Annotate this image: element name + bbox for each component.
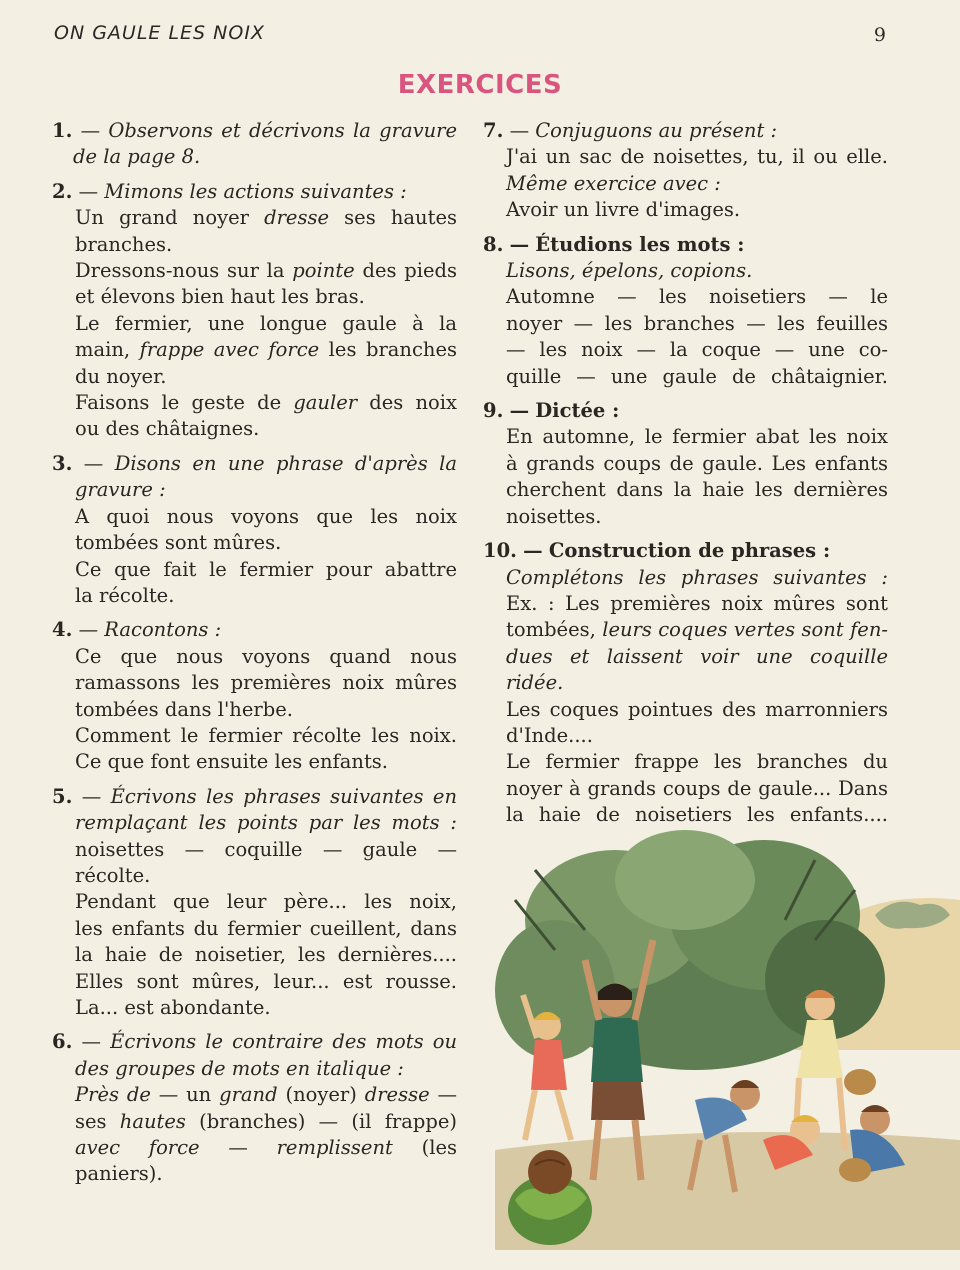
- text-line: tombées sont mûres.: [75, 531, 282, 555]
- exercise-number: 1.: [52, 119, 73, 142]
- exercise-body: [483, 258, 888, 390]
- text-line: Le fermier, une longue gaule à la: [75, 311, 457, 335]
- text-line: Ce que font ensuite les enfants.: [75, 750, 388, 774]
- exercise-body: [52, 644, 457, 776]
- exercise-number: 4.: [52, 618, 73, 642]
- text-line: cherchent dans la haie les dernières: [506, 478, 888, 502]
- text-line: tombées dans l'herbe.: [75, 697, 293, 721]
- exercise-title: des groupes de mots en italique :: [75, 1056, 404, 1080]
- exercise-number: 2.: [52, 179, 73, 203]
- text-line: Près de — un grand (noyer) dresse —: [75, 1083, 457, 1107]
- text-line: La... est abondante.: [75, 996, 271, 1019]
- exercise-1: [52, 118, 457, 171]
- exercise-number: 5.: [52, 784, 73, 808]
- exercise-number: 6.: [52, 1030, 73, 1054]
- text-line: Ce que fait le fermier pour abattre: [75, 557, 457, 581]
- text-line: Faisons le geste de gauler des noix: [75, 391, 457, 415]
- exercise-title: Conjuguons au présent :: [535, 119, 778, 142]
- dash: —: [83, 451, 104, 475]
- dash: —: [509, 119, 530, 142]
- text-line: tombées, leurs coques vertes sont fen-: [506, 618, 888, 642]
- dash: —: [509, 399, 530, 423]
- text-line: Ex. : Les premières noix mûres sont: [506, 591, 888, 615]
- text-line: J'ai un sac de noisettes, tu, il ou elle.: [506, 145, 888, 169]
- children-gathering-nuts-illustration: [495, 820, 960, 1250]
- exercise-title: Disons en une phrase d'après la: [114, 451, 458, 475]
- text-line: Lisons, épelons, copions.: [506, 259, 753, 283]
- text-line: Les coques pointues des marronniers: [506, 697, 888, 721]
- text-line: noyer — les branches — les feuilles: [506, 311, 888, 335]
- exercise-10: [483, 538, 888, 828]
- text-line: la haie de noisetier, les dernières....: [75, 943, 457, 967]
- text-line: Un grand noyer dresse ses hautes: [75, 206, 457, 230]
- text-line: Le fermier frappe les branches du: [506, 750, 888, 774]
- dash: —: [78, 179, 99, 203]
- exercise-title: Écrivons les phrases suivantes en: [110, 784, 458, 808]
- text-line: la récolte.: [75, 583, 175, 607]
- exercise-title: Observons et décrivons la gravure: [108, 119, 458, 142]
- left-column: [52, 118, 457, 1196]
- exercise-body: [483, 565, 888, 829]
- text-line: récolte.: [75, 863, 151, 887]
- exercise-title: Dictée :: [535, 399, 620, 423]
- text-line: En automne, le fermier abat les noix: [506, 425, 888, 449]
- exercise-5: [52, 784, 457, 1022]
- exercise-3: [52, 451, 457, 609]
- section-title: EXERCICES: [397, 70, 563, 100]
- exercise-body: [483, 424, 888, 530]
- text-line: à grands coups de gaule. Les enfants: [506, 451, 888, 475]
- text-line: ses hautes (branches) — (il frappe): [75, 1109, 457, 1133]
- exercise-4: [52, 617, 457, 775]
- text-line: quille — une gaule de châtaignier.: [506, 364, 888, 388]
- text-line: Dressons-nous sur la pointe des pieds: [75, 259, 457, 283]
- text-line: Elles sont mûres, leur... est rousse.: [75, 969, 457, 993]
- text-line: ramassons les premières noix mûres: [75, 671, 457, 695]
- exercise-number: 8.: [483, 232, 504, 256]
- text-line: Ce que nous voyons quand nous: [75, 644, 457, 668]
- exercise-body: [52, 205, 457, 443]
- exercise-body: [52, 1056, 457, 1188]
- text-line: dues et laissent voir une coquille ridée.: [506, 644, 888, 695]
- dash: —: [78, 618, 99, 642]
- exercise-number: 9.: [483, 399, 504, 423]
- text-line: branches.: [75, 232, 173, 256]
- exercise-7: [483, 118, 888, 224]
- text-line: noyer à grands coups de gaule... Dans: [506, 776, 888, 800]
- dash: —: [81, 784, 102, 808]
- page-number: 9: [873, 24, 886, 46]
- exercise-title: Construction de phrases :: [548, 539, 831, 563]
- exercise-8: [483, 232, 888, 390]
- exercise-9: [483, 398, 888, 530]
- exercise-body: [483, 144, 888, 223]
- text-line: Complétons les phrases suivantes :: [506, 565, 888, 589]
- text-line: main, frappe avec force les branches: [75, 338, 457, 362]
- right-column: [483, 118, 888, 837]
- exercise-title: remplaçant les points par les mots :: [75, 811, 457, 835]
- exercise-2: [52, 179, 457, 443]
- exercise-title: Racontons :: [104, 618, 222, 642]
- text-line: la haie de noisetiers les enfants....: [506, 803, 888, 827]
- text-line: ou des châtaignes.: [75, 417, 260, 441]
- exercise-number: 7.: [483, 119, 504, 142]
- text-line: d'Inde....: [506, 723, 593, 747]
- text-line: du noyer.: [75, 364, 167, 388]
- text-line: Automne — les noisetiers — le: [506, 285, 888, 309]
- exercise-body: [52, 477, 457, 609]
- text-line: et élevons bien haut les bras.: [75, 285, 365, 309]
- text-line: — les noix — la coque — une co-: [506, 338, 888, 362]
- text-line: Même exercice avec :: [506, 171, 721, 195]
- exercise-number: 3.: [52, 451, 73, 475]
- dash: —: [523, 539, 543, 563]
- exercise-title: gravure :: [75, 478, 166, 502]
- text-line: A quoi nous voyons que les noix: [75, 504, 457, 528]
- text-line: Comment le fermier récolte les noix.: [75, 723, 457, 747]
- exercise-title: Étudions les mots :: [535, 232, 745, 256]
- text-line: avec force — remplissent (les paniers).: [75, 1136, 457, 1186]
- running-head: ON GAULE LES NOIX: [54, 22, 265, 44]
- exercise-number: 10.: [483, 539, 517, 563]
- exercise-6: [52, 1029, 457, 1187]
- exercise-title: de la page 8.: [73, 145, 201, 169]
- text-line: les enfants du fermier cueillent, dans: [75, 916, 457, 940]
- exercise-body: [52, 810, 457, 1021]
- dash: —: [80, 119, 101, 142]
- dash: —: [509, 232, 530, 256]
- text-line: noisettes.: [506, 504, 602, 528]
- exercise-title: Mimons les actions suivantes :: [104, 179, 407, 203]
- dash: —: [81, 1030, 101, 1054]
- text-line: noisettes — coquille — gaule —: [75, 837, 457, 861]
- text-line: Avoir un livre d'images.: [506, 198, 741, 222]
- exercise-title: Écrivons le contraire des mots ou: [110, 1030, 458, 1054]
- text-line: Pendant que leur père... les noix,: [75, 890, 457, 914]
